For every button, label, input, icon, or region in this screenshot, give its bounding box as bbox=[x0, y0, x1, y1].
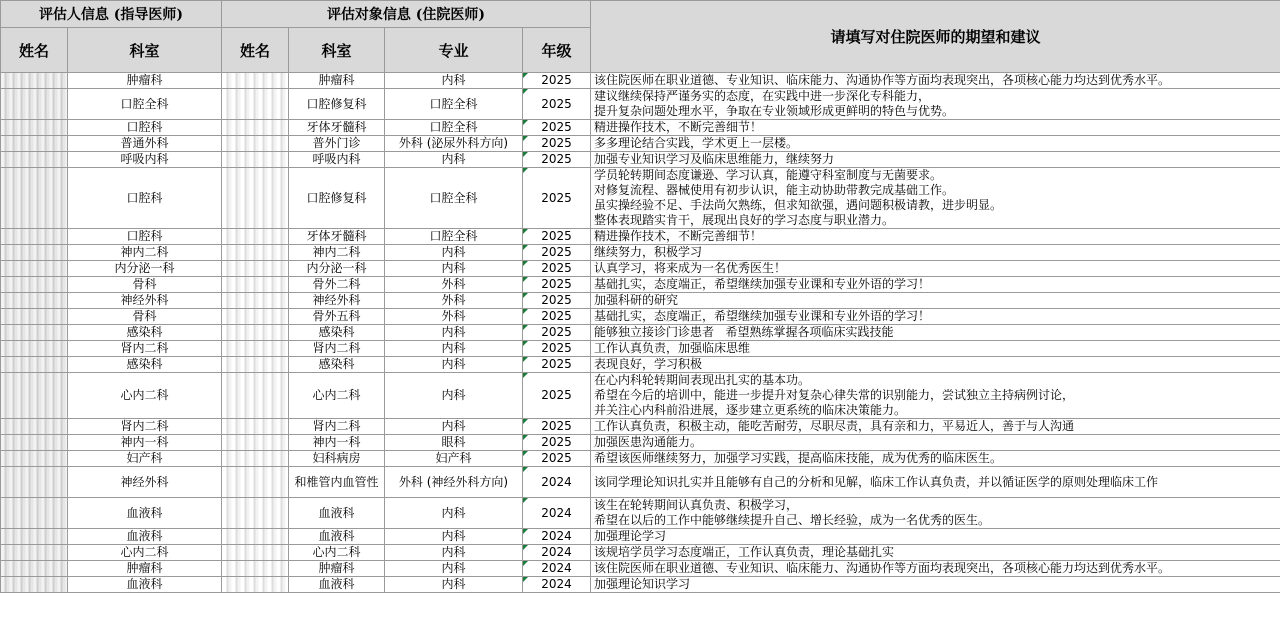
major-cell[interactable]: 外科 bbox=[385, 277, 523, 293]
grade-cell[interactable]: 2025 bbox=[523, 152, 591, 168]
major-cell[interactable]: 内科 bbox=[385, 419, 523, 435]
evaluator-dept-cell[interactable]: 神内二科 bbox=[68, 245, 222, 261]
evaluator-name-cell[interactable] bbox=[1, 325, 68, 341]
resident-dept-header: 科室 bbox=[289, 28, 385, 73]
suggestion-cell[interactable]: 认真学习，将来成为一名优秀医生！ bbox=[591, 261, 1280, 277]
evaluator-name-cell[interactable] bbox=[1, 357, 68, 373]
evaluator-name-cell[interactable] bbox=[1, 451, 68, 467]
target-group-header: 评估对象信息 (住院医师) bbox=[222, 1, 591, 28]
resident-name-cell[interactable] bbox=[222, 245, 289, 261]
major-cell[interactable]: 口腔全科 bbox=[385, 89, 523, 120]
resident-dept-cell[interactable]: 和椎管内血管性 bbox=[289, 467, 385, 498]
major-cell[interactable]: 内科 bbox=[385, 373, 523, 419]
grade-cell[interactable]: 2025 bbox=[523, 373, 591, 419]
resident-dept-cell[interactable]: 内分泌一科 bbox=[289, 261, 385, 277]
evaluator-dept-cell[interactable]: 血液科 bbox=[68, 498, 222, 529]
major-cell[interactable]: 口腔全科 bbox=[385, 229, 523, 245]
evaluator-dept-cell[interactable]: 神内一科 bbox=[68, 435, 222, 451]
major-cell[interactable]: 口腔全科 bbox=[385, 168, 523, 229]
resident-name-cell[interactable] bbox=[222, 89, 289, 120]
resident-name-cell[interactable] bbox=[222, 545, 289, 561]
grade-cell[interactable]: 2024 bbox=[523, 545, 591, 561]
evaluator-dept-cell[interactable]: 内分泌一科 bbox=[68, 261, 222, 277]
major-cell[interactable]: 内科 bbox=[385, 498, 523, 529]
table-row[interactable] bbox=[1, 168, 1280, 229]
suggestion-cell[interactable]: 该住院医师在职业道德、专业知识、临床能力、沟通协作等方面均表现突出，各项核心能力均达到优秀水平。 bbox=[591, 561, 1280, 577]
major-cell[interactable]: 内科 bbox=[385, 529, 523, 545]
evaluator-name-cell[interactable] bbox=[1, 467, 68, 498]
resident-dept-cell[interactable]: 血液科 bbox=[289, 577, 385, 593]
resident-name-cell[interactable] bbox=[222, 309, 289, 325]
table-row[interactable] bbox=[1, 419, 1280, 435]
table-row[interactable] bbox=[1, 229, 1280, 245]
evaluator-name-cell[interactable] bbox=[1, 245, 68, 261]
evaluator-name-cell[interactable] bbox=[1, 561, 68, 577]
grade-cell[interactable]: 2025 bbox=[523, 357, 591, 373]
resident-name-cell[interactable] bbox=[222, 467, 289, 498]
suggestion-cell[interactable]: 该生在轮转期间认真负责、积极学习， 希望在以后的工作中能够继续提升自己、增长经验，成为一名优秀的医生。 bbox=[591, 498, 1280, 529]
grade-cell[interactable]: 2025 bbox=[523, 89, 591, 120]
evaluator-dept-cell[interactable]: 普通外科 bbox=[68, 136, 222, 152]
suggestion-cell[interactable]: 表现良好，学习积极 bbox=[591, 357, 1280, 373]
evaluator-name-cell[interactable] bbox=[1, 168, 68, 229]
resident-name-cell[interactable] bbox=[222, 561, 289, 577]
major-cell[interactable]: 内科 bbox=[385, 245, 523, 261]
grade-cell[interactable]: 2025 bbox=[523, 451, 591, 467]
grade-cell[interactable]: 2025 bbox=[523, 245, 591, 261]
resident-name-cell[interactable] bbox=[222, 357, 289, 373]
table-row[interactable] bbox=[1, 152, 1280, 168]
major-cell[interactable]: 妇产科 bbox=[385, 451, 523, 467]
resident-dept-cell[interactable]: 血液科 bbox=[289, 529, 385, 545]
grade-cell[interactable]: 2024 bbox=[523, 467, 591, 498]
major-cell[interactable]: 内科 bbox=[385, 261, 523, 277]
suggestion-cell[interactable]: 该规培学员学习态度端正，工作认真负责，理论基础扎实 bbox=[591, 545, 1280, 561]
resident-dept-cell[interactable]: 骨外二科 bbox=[289, 277, 385, 293]
grade-cell[interactable]: 2024 bbox=[523, 577, 591, 593]
table-row[interactable] bbox=[1, 325, 1280, 341]
table-row[interactable] bbox=[1, 293, 1280, 309]
table-row[interactable] bbox=[1, 498, 1280, 529]
grade-cell[interactable]: 2025 bbox=[523, 168, 591, 229]
evaluator-dept-cell[interactable]: 口腔科 bbox=[68, 168, 222, 229]
major-cell[interactable]: 内科 bbox=[385, 545, 523, 561]
grade-cell[interactable]: 2025 bbox=[523, 293, 591, 309]
suggestion-cell[interactable]: 精进操作技术，不断完善细节！ bbox=[591, 120, 1280, 136]
resident-name-cell[interactable] bbox=[222, 229, 289, 245]
grade-cell[interactable]: 2025 bbox=[523, 73, 591, 89]
resident-name-cell[interactable] bbox=[222, 419, 289, 435]
table-body bbox=[1, 73, 1280, 593]
resident-name-cell[interactable] bbox=[222, 152, 289, 168]
resident-name-cell[interactable] bbox=[222, 529, 289, 545]
evaluator-name-cell[interactable] bbox=[1, 577, 68, 593]
suggestion-cell[interactable]: 希望该医师继续努力，加强学习实践，提高临床技能，成为优秀的临床医生。 bbox=[591, 451, 1280, 467]
evaluator-dept-cell[interactable]: 口腔科 bbox=[68, 120, 222, 136]
resident-name-cell[interactable] bbox=[222, 73, 289, 89]
evaluator-name-header: 姓名 bbox=[1, 28, 68, 73]
evaluator-dept-cell[interactable]: 骨科 bbox=[68, 309, 222, 325]
resident-name-cell[interactable] bbox=[222, 373, 289, 419]
table-row[interactable] bbox=[1, 435, 1280, 451]
evaluator-dept-cell[interactable]: 神经外科 bbox=[68, 467, 222, 498]
major-cell[interactable]: 外科 (泌尿外科方向) bbox=[385, 136, 523, 152]
table-row[interactable] bbox=[1, 309, 1280, 325]
evaluator-dept-cell[interactable]: 骨科 bbox=[68, 277, 222, 293]
resident-name-cell[interactable] bbox=[222, 435, 289, 451]
suggestion-cell[interactable]: 继续努力，积极学习 bbox=[591, 245, 1280, 261]
table-row[interactable] bbox=[1, 245, 1280, 261]
evaluator-dept-cell[interactable]: 血液科 bbox=[68, 577, 222, 593]
suggestion-cell[interactable]: 加强科研的研究 bbox=[591, 293, 1280, 309]
evaluator-dept-cell[interactable]: 口腔科 bbox=[68, 229, 222, 245]
suggestion-cell[interactable]: 学员轮转期间态度谦逊、学习认真，能遵守科室制度与无菌要求。 对修复流程、器械使用有初步认识，能主动协助带教完成基础工作。 虽实操经验不足、手法尚欠熟练，但求知欲强，遇问题积极请教，进步明显。 整体表现踏实肯干，展现出良好的学习态度与职业潜力。 bbox=[591, 168, 1280, 229]
table-row[interactable] bbox=[1, 136, 1280, 152]
major-cell[interactable]: 外科 (神经外科方向) bbox=[385, 467, 523, 498]
evaluator-name-cell[interactable] bbox=[1, 152, 68, 168]
resident-dept-cell[interactable]: 呼吸内科 bbox=[289, 152, 385, 168]
grade-cell[interactable]: 2025 bbox=[523, 261, 591, 277]
resident-dept-cell[interactable]: 肾内二科 bbox=[289, 419, 385, 435]
resident-name-cell[interactable] bbox=[222, 325, 289, 341]
major-cell[interactable]: 外科 bbox=[385, 309, 523, 325]
grade-header: 年级 bbox=[523, 28, 591, 73]
suggestion-cell[interactable]: 基础扎实，态度端正，希望继续加强专业课和专业外语的学习！ bbox=[591, 309, 1280, 325]
evaluator-name-cell[interactable] bbox=[1, 435, 68, 451]
evaluator-name-cell[interactable] bbox=[1, 293, 68, 309]
suggestion-cell[interactable]: 工作认真负责，积极主动，能吃苦耐劳，尽职尽责，具有亲和力，平易近人，善于与人沟通 bbox=[591, 419, 1280, 435]
evaluator-name-cell[interactable] bbox=[1, 73, 68, 89]
evaluator-dept-cell[interactable]: 口腔全科 bbox=[68, 89, 222, 120]
evaluator-name-cell[interactable] bbox=[1, 498, 68, 529]
major-cell[interactable]: 内科 bbox=[385, 73, 523, 89]
major-cell[interactable]: 内科 bbox=[385, 341, 523, 357]
table-row[interactable] bbox=[1, 373, 1280, 419]
suggestion-cell[interactable]: 该住院医师在职业道德、专业知识、临床能力、沟通协作等方面均表现突出，各项核心能力均达到优秀水平。 bbox=[591, 73, 1280, 89]
resident-dept-cell[interactable]: 心内二科 bbox=[289, 545, 385, 561]
evaluator-name-cell[interactable] bbox=[1, 89, 68, 120]
table-row[interactable] bbox=[1, 451, 1280, 467]
resident-name-cell[interactable] bbox=[222, 577, 289, 593]
evaluator-dept-cell[interactable]: 肿瘤科 bbox=[68, 561, 222, 577]
resident-dept-cell[interactable]: 骨外五科 bbox=[289, 309, 385, 325]
resident-dept-cell[interactable]: 神经外科 bbox=[289, 293, 385, 309]
table-row[interactable] bbox=[1, 89, 1280, 120]
evaluator-dept-cell[interactable]: 心内二科 bbox=[68, 373, 222, 419]
evaluator-dept-cell[interactable]: 感染科 bbox=[68, 357, 222, 373]
grade-cell[interactable]: 2025 bbox=[523, 120, 591, 136]
table-row[interactable] bbox=[1, 261, 1280, 277]
resident-name-header: 姓名 bbox=[222, 28, 289, 73]
grade-cell[interactable]: 2025 bbox=[523, 136, 591, 152]
grade-cell[interactable]: 2025 bbox=[523, 229, 591, 245]
resident-dept-cell[interactable]: 牙体牙髓科 bbox=[289, 120, 385, 136]
resident-dept-cell[interactable]: 妇科病房 bbox=[289, 451, 385, 467]
evaluator-name-cell[interactable] bbox=[1, 120, 68, 136]
grade-cell[interactable]: 2025 bbox=[523, 325, 591, 341]
evaluator-dept-cell[interactable]: 血液科 bbox=[68, 529, 222, 545]
evaluator-name-cell[interactable] bbox=[1, 341, 68, 357]
major-cell[interactable]: 内科 bbox=[385, 152, 523, 168]
suggestion-cell[interactable]: 加强理论知识学习 bbox=[591, 577, 1280, 593]
evaluator-dept-header: 科室 bbox=[68, 28, 222, 73]
evaluator-dept-cell[interactable]: 神经外科 bbox=[68, 293, 222, 309]
grade-cell[interactable]: 2025 bbox=[523, 341, 591, 357]
resident-name-cell[interactable] bbox=[222, 277, 289, 293]
table-row[interactable] bbox=[1, 120, 1280, 136]
resident-name-cell[interactable] bbox=[222, 261, 289, 277]
resident-dept-cell[interactable]: 肿瘤科 bbox=[289, 561, 385, 577]
resident-dept-cell[interactable]: 肾内二科 bbox=[289, 341, 385, 357]
major-header: 专业 bbox=[385, 28, 523, 73]
resident-name-cell[interactable] bbox=[222, 293, 289, 309]
suggestion-cell[interactable]: 在心内科轮转期间表现出扎实的基本功。 希望在今后的培训中，能进一步提升对复杂心律失常的识别能力，尝试独立主持病例讨论， 并关注心内科前沿进展，逐步建立更系统的临床决策能力。 bbox=[591, 373, 1280, 419]
grade-cell[interactable]: 2024 bbox=[523, 561, 591, 577]
major-cell[interactable]: 外科 bbox=[385, 293, 523, 309]
table-row[interactable] bbox=[1, 357, 1280, 373]
resident-name-cell[interactable] bbox=[222, 498, 289, 529]
evaluator-name-cell[interactable] bbox=[1, 419, 68, 435]
table-row[interactable] bbox=[1, 467, 1280, 498]
evaluator-dept-cell[interactable]: 肾内二科 bbox=[68, 419, 222, 435]
suggestion-cell[interactable]: 多多理论结合实践，学术更上一层楼。 bbox=[591, 136, 1280, 152]
evaluator-name-cell[interactable] bbox=[1, 136, 68, 152]
resident-dept-cell[interactable]: 牙体牙髓科 bbox=[289, 229, 385, 245]
evaluator-name-cell[interactable] bbox=[1, 277, 68, 293]
table-row[interactable] bbox=[1, 73, 1280, 89]
table-row[interactable] bbox=[1, 545, 1280, 561]
major-cell[interactable]: 内科 bbox=[385, 577, 523, 593]
resident-dept-cell[interactable]: 感染科 bbox=[289, 357, 385, 373]
major-cell[interactable]: 内科 bbox=[385, 325, 523, 341]
evaluator-name-cell[interactable] bbox=[1, 529, 68, 545]
resident-dept-cell[interactable]: 心内二科 bbox=[289, 373, 385, 419]
grade-cell[interactable]: 2025 bbox=[523, 309, 591, 325]
suggestion-header: 请填写对住院医师的期望和建议 bbox=[591, 1, 1280, 73]
suggestion-cell[interactable]: 工作认真负责，加强临床思维 bbox=[591, 341, 1280, 357]
suggestion-cell[interactable]: 精进操作技术，不断完善细节！ bbox=[591, 229, 1280, 245]
suggestion-cell[interactable]: 加强医患沟通能力。 bbox=[591, 435, 1280, 451]
suggestion-cell[interactable]: 该同学理论知识扎实并且能够有自己的分析和见解，临床工作认真负责，并以循证医学的原则处理临床工作 bbox=[591, 467, 1280, 498]
resident-dept-cell[interactable]: 口腔修复科 bbox=[289, 168, 385, 229]
evaluator-name-cell[interactable] bbox=[1, 261, 68, 277]
resident-dept-cell[interactable]: 普外门诊 bbox=[289, 136, 385, 152]
resident-name-cell[interactable] bbox=[222, 341, 289, 357]
evaluator-name-cell[interactable] bbox=[1, 229, 68, 245]
evaluator-dept-cell[interactable]: 呼吸内科 bbox=[68, 152, 222, 168]
evaluator-dept-cell[interactable]: 感染科 bbox=[68, 325, 222, 341]
table-row[interactable] bbox=[1, 341, 1280, 357]
resident-dept-cell[interactable]: 口腔修复科 bbox=[289, 89, 385, 120]
major-cell[interactable]: 内科 bbox=[385, 561, 523, 577]
resident-dept-cell[interactable]: 肿瘤科 bbox=[289, 73, 385, 89]
table-row[interactable] bbox=[1, 529, 1280, 545]
major-cell[interactable]: 眼科 bbox=[385, 435, 523, 451]
evaluator-dept-cell[interactable]: 心内二科 bbox=[68, 545, 222, 561]
suggestion-cell[interactable]: 建议继续保持严谨务实的态度，在实践中进一步深化专科能力， 提升复杂问题处理水平，争取在专业领域形成更鲜明的特色与优势。 bbox=[591, 89, 1280, 120]
evaluator-dept-cell[interactable]: 肿瘤科 bbox=[68, 73, 222, 89]
major-cell[interactable]: 口腔全科 bbox=[385, 120, 523, 136]
evaluator-group-header: 评估人信息 (指导医师) bbox=[1, 1, 222, 28]
resident-name-cell[interactable] bbox=[222, 451, 289, 467]
suggestion-cell[interactable]: 基础扎实，态度端正，希望继续加强专业课和专业外语的学习！ bbox=[591, 277, 1280, 293]
resident-name-cell[interactable] bbox=[222, 136, 289, 152]
evaluator-name-cell[interactable] bbox=[1, 309, 68, 325]
resident-dept-cell[interactable]: 感染科 bbox=[289, 325, 385, 341]
table-row[interactable] bbox=[1, 277, 1280, 293]
evaluator-dept-cell[interactable]: 肾内二科 bbox=[68, 341, 222, 357]
grade-cell[interactable]: 2025 bbox=[523, 277, 591, 293]
suggestion-cell[interactable]: 加强理论学习 bbox=[591, 529, 1280, 545]
grade-cell[interactable]: 2025 bbox=[523, 435, 591, 451]
resident-dept-cell[interactable]: 神内一科 bbox=[289, 435, 385, 451]
resident-dept-cell[interactable]: 血液科 bbox=[289, 498, 385, 529]
resident-name-cell[interactable] bbox=[222, 120, 289, 136]
evaluator-name-cell[interactable] bbox=[1, 545, 68, 561]
table-row[interactable] bbox=[1, 561, 1280, 577]
suggestion-cell[interactable]: 能够独立接诊门诊患者 希望熟练掌握各项临床实践技能 bbox=[591, 325, 1280, 341]
evaluator-name-cell[interactable] bbox=[1, 373, 68, 419]
evaluator-dept-cell[interactable]: 妇产科 bbox=[68, 451, 222, 467]
resident-dept-cell[interactable]: 神内二科 bbox=[289, 245, 385, 261]
table-row[interactable] bbox=[1, 577, 1280, 593]
suggestion-cell[interactable]: 加强专业知识学习及临床思维能力，继续努力 bbox=[591, 152, 1280, 168]
grade-cell[interactable]: 2024 bbox=[523, 529, 591, 545]
resident-name-cell[interactable] bbox=[222, 168, 289, 229]
major-cell[interactable]: 内科 bbox=[385, 357, 523, 373]
grade-cell[interactable]: 2024 bbox=[523, 498, 591, 529]
grade-cell[interactable]: 2025 bbox=[523, 419, 591, 435]
